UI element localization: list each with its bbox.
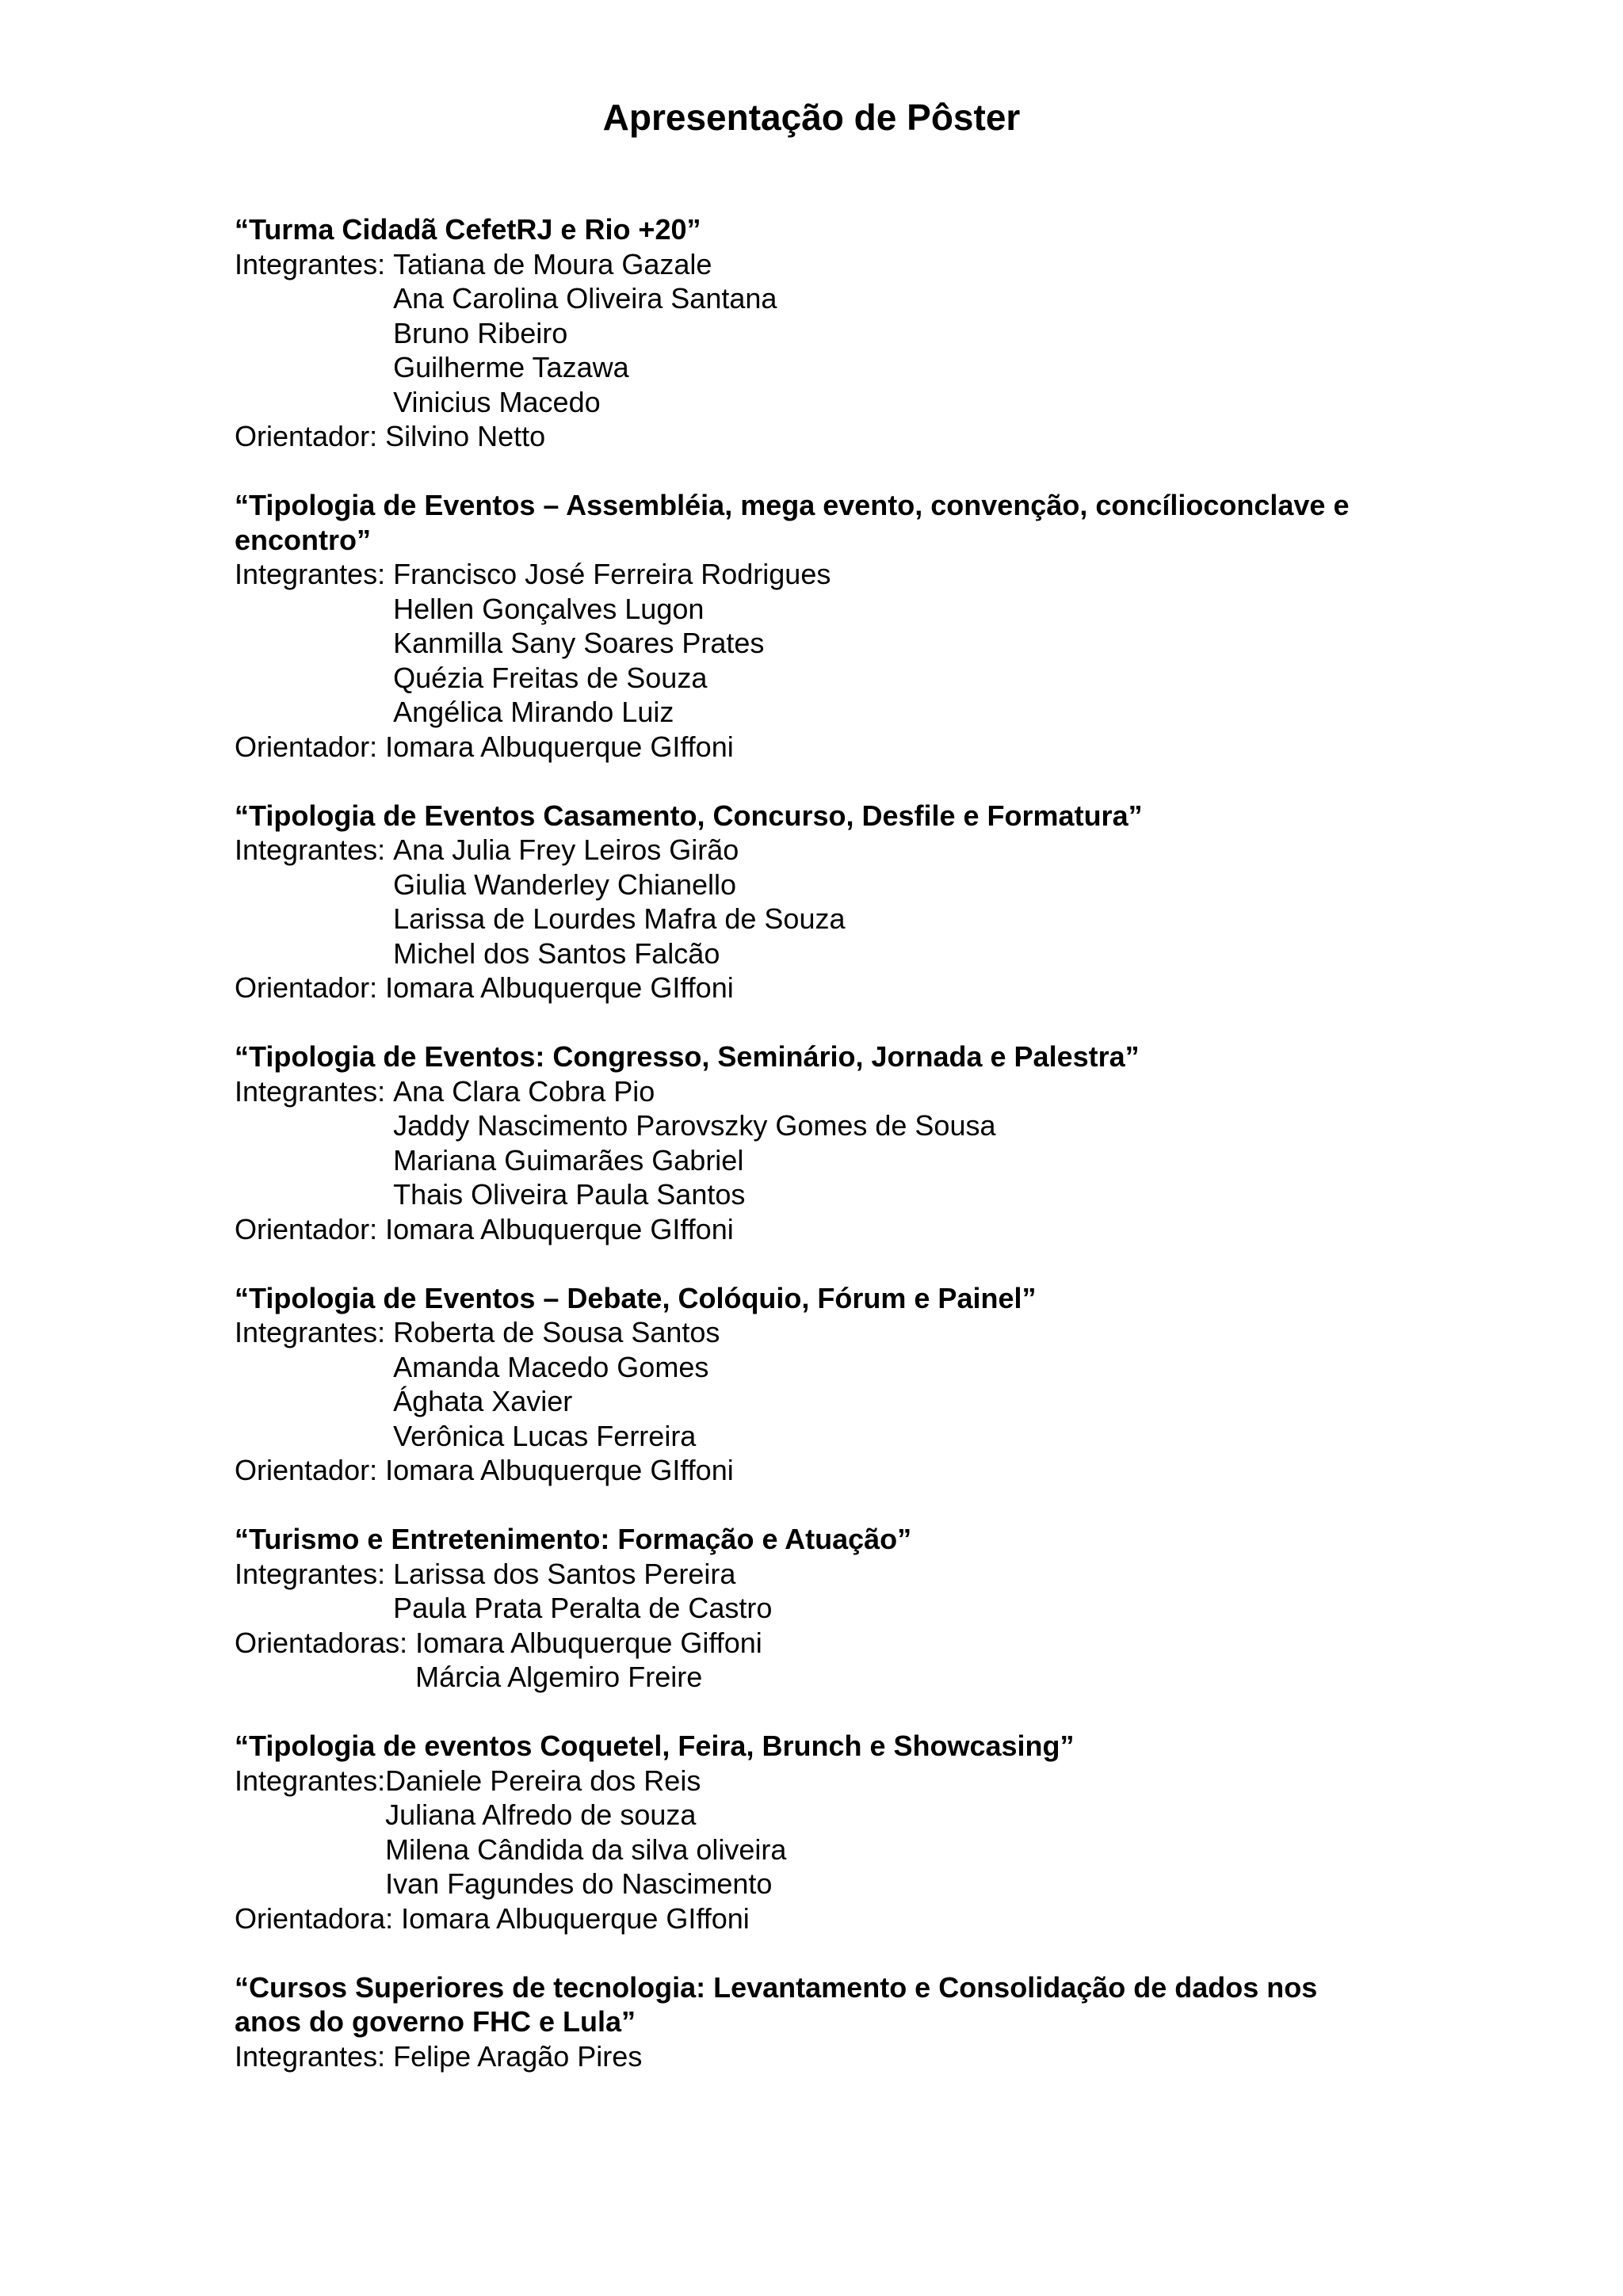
participants-group [235,1764,1439,1901]
participants-group [235,1212,1439,1247]
poster-entry [235,799,1439,1005]
name-list [415,1626,762,1695]
poster-title [235,212,1439,247]
poster-title [235,1039,1439,1074]
group-label: Integrantes: [235,833,394,866]
person-name: Juliana Alfredo de souza [385,1798,697,1831]
person-name: Iomara Albuquerque GIffoni [401,1901,750,1935]
person-name: Ana Carolina Oliveira Santana [393,282,777,315]
participants-group [235,833,1439,971]
participants-group [235,247,1439,420]
person-name: Larissa dos Santos Pereira [393,1557,736,1590]
poster-title-line: “Turma Cidadã CefetRJ e Rio +20” [235,213,701,246]
poster-title-line: “Tipologia de Eventos – Assembléia, mega evento, convenção, concílioconclave e [235,489,1350,521]
person-name: Iomara Albuquerque GIffoni [385,730,734,763]
poster-entry [235,488,1439,764]
poster-title-line: “Turismo e Entretenimento: Formação e Atuação” [235,1523,912,1555]
name-list [393,1074,995,1212]
group-label: Orientador: [235,420,386,452]
participants-group [235,971,1439,1005]
person-name: Roberta de Sousa Santos [393,1316,720,1348]
name-list [393,833,845,971]
poster-title-line: “Tipologia de Eventos: Congresso, Seminário, Jornada e Palestra” [235,1040,1140,1073]
person-name: Thais Oliveira Paula Santos [393,1178,746,1211]
person-name: Tatiana de Moura Gazale [393,247,712,280]
person-name: Iomara Albuquerque GIffoni [385,971,734,1004]
group-label: Orientador: [235,1212,386,1245]
poster-title-line: “Tipologia de Eventos Casamento, Concurso, Desfile e Formatura” [235,799,1143,832]
participants-group [235,2039,1439,2074]
group-label: Orientadora: [235,1901,402,1935]
group-label: Integrantes: [235,558,394,590]
person-name: Iomara Albuquerque Giffoni [415,1626,762,1659]
poster-title [235,1281,1439,1316]
participants-group [235,557,1439,730]
group-label: Orientador: [235,971,386,1004]
name-list [393,1557,772,1626]
person-name: Daniele Pereira dos Reis [385,1764,701,1797]
person-name: Francisco José Ferreira Rodrigues [393,558,831,590]
group-label: Integrantes: [235,247,394,280]
poster-title-line: “Tipologia de Eventos – Debate, Colóquio, Fórum e Painel” [235,1281,1037,1314]
person-name: Ivan Fagundes do Nascimento [385,1867,773,1900]
name-list [385,1453,734,1488]
group-label: Integrantes: [235,1557,394,1590]
group-label: Orientadoras: [235,1626,416,1659]
poster-title [235,1970,1439,2039]
person-name: Amanda Macedo Gomes [393,1350,709,1383]
participants-group [235,1315,1439,1453]
person-name: Ana Clara Cobra Pio [393,1074,655,1108]
person-name: Márcia Algemiro Freire [415,1661,703,1693]
person-name: Paula Prata Peralta de Castro [393,1592,773,1624]
person-name: Kanmilla Sany Soares Prates [393,627,765,659]
person-name: Michel dos Santos Falcão [393,936,720,970]
group-label: Integrantes: [235,1316,394,1348]
person-name: Bruno Ribeiro [393,316,568,349]
poster-title [235,488,1439,557]
participants-group [235,419,1439,454]
poster-title [235,1729,1439,1764]
person-name: Ana Julia Frey Leiros Girão [393,833,739,866]
group-label: Orientador: [235,730,386,763]
person-name: Iomara Albuquerque GIffoni [385,1454,734,1486]
person-name: Mariana Guimarães Gabriel [393,1143,744,1177]
page-title: Apresentação de Pôster [602,97,1021,138]
poster-title-line: anos do governo FHC e Lula” [235,2005,636,2038]
person-name: Angélica Mirando Luiz [393,696,674,728]
poster-title-line: “Cursos Superiores de tecnologia: Levantamento e Consolidação de dados nos [235,1970,1318,2004]
poster-entry [235,1281,1439,1488]
person-name: Milena Cândida da silva oliveira [385,1833,787,1866]
group-label: Integrantes: [235,1074,394,1108]
name-list [385,1212,734,1247]
person-name: Ághata Xavier [393,1385,573,1417]
poster-entry [235,1729,1439,1936]
participants-group [235,1453,1439,1488]
group-label: Orientador: [235,1454,386,1486]
poster-title-line: “Tipologia de eventos Coquetel, Feira, Brunch e Showcasing” [235,1730,1075,1762]
name-list [385,419,545,454]
person-name: Silvino Netto [385,420,546,452]
person-name: Hellen Gonçalves Lugon [393,592,705,625]
group-label: Integrantes: [235,2039,394,2073]
poster-entry [235,1039,1439,1246]
poster-entry [235,1522,1439,1695]
participants-group [235,1901,1439,1936]
person-name: Jaddy Nascimento Parovszky Gomes de Sousa [393,1109,996,1142]
person-name: Guilherme Tazawa [393,351,629,383]
poster-entry [235,212,1439,454]
name-list [385,1764,786,1901]
name-list [393,1315,720,1453]
person-name: Iomara Albuquerque GIffoni [385,1212,734,1245]
participants-group [235,1626,1439,1695]
name-list [385,730,734,765]
participants-group [235,1557,1439,1626]
participants-group [235,1074,1439,1212]
poster-list [235,212,1439,2108]
person-name: Larissa de Lourdes Mafra de Souza [393,902,846,935]
poster-entry [235,1970,1439,2074]
name-list [393,557,831,730]
poster-title [235,799,1439,833]
name-list [401,1901,750,1936]
person-name: Giulia Wanderley Chianello [393,868,737,901]
person-name: Felipe Aragão Pires [393,2039,643,2073]
person-name: Quézia Freitas de Souza [393,661,708,694]
person-name: Vinicius Macedo [393,385,601,418]
poster-title [235,1522,1439,1557]
participants-group [235,730,1439,765]
group-label: Integrantes: [235,1764,386,1797]
name-list [385,971,734,1005]
name-list [393,2039,642,2074]
poster-title-line: encontro” [235,523,372,556]
name-list [393,247,777,420]
person-name: Verônica Lucas Ferreira [393,1419,697,1452]
